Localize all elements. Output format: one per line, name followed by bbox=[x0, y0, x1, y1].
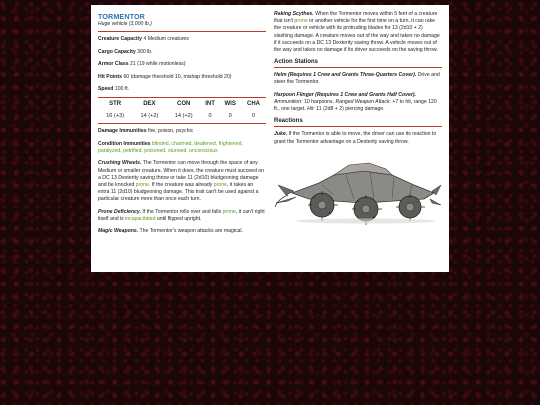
ability-value-int: 0 bbox=[208, 112, 212, 119]
trait-name: Magic Weapons. bbox=[98, 228, 139, 235]
action-stations-heading: Action Stations bbox=[274, 59, 319, 66]
ability-header-int: INT bbox=[205, 100, 215, 107]
hit-label: Hit: bbox=[307, 106, 315, 113]
prone-link[interactable]: prone bbox=[222, 208, 236, 215]
trait-text: until flipped upright. bbox=[155, 215, 202, 222]
divider bbox=[98, 31, 266, 32]
stat-block-title: TORMENTOR bbox=[98, 12, 145, 21]
hit-points-label: Hit Points bbox=[98, 73, 122, 80]
cargo-capacity-value: 300 lb. bbox=[137, 48, 153, 55]
cargo-capacity bbox=[98, 49, 266, 56]
trait-text: The Tormentor's weapon attacks are magical. bbox=[138, 228, 243, 235]
ability-value-con: 14 (+2) bbox=[174, 112, 193, 119]
ability-values-row bbox=[98, 111, 266, 122]
ammo-text: 10 harpoons. bbox=[302, 99, 336, 106]
ability-header-dex: DEX bbox=[143, 100, 156, 107]
trait-text: , it can't right itself and is bbox=[98, 208, 265, 222]
reaction-text: If the Tormentor is able to move, the driver can use its reaction to grant the Tormentor advantage on a Dexterity saving throw. bbox=[274, 131, 437, 145]
creature-capacity-label: Creature Capacity bbox=[98, 36, 142, 42]
incapacitated-link[interactable]: incapacitated bbox=[125, 215, 156, 222]
trait-name: Raking Scythes. bbox=[274, 11, 314, 17]
prone-link[interactable]: prone bbox=[294, 18, 308, 25]
left-column bbox=[98, 11, 266, 272]
ability-header-cha: CHA bbox=[247, 100, 261, 107]
speed-label: Speed bbox=[98, 86, 114, 93]
stat-block-subtitle: Huge vehicle (3,000 lb.) bbox=[98, 21, 152, 27]
cargo-capacity-label: Cargo Capacity bbox=[98, 48, 136, 55]
speed-value: 100 ft. bbox=[114, 86, 130, 93]
trait-name: Crushing Wheels. bbox=[98, 160, 142, 167]
ability-headers-row bbox=[98, 99, 266, 111]
divider bbox=[274, 126, 442, 127]
prone-link[interactable]: prone bbox=[135, 181, 149, 188]
trait-text: If the Tormentor rolls over and falls bbox=[140, 208, 223, 215]
attack-text: +7 to hit, range 120 ft., one target. bbox=[274, 99, 437, 113]
right-column bbox=[274, 11, 442, 272]
armor-class-value: 21 (19 while motionless) bbox=[130, 61, 186, 68]
divider bbox=[98, 97, 266, 98]
trait-text: When the Tormentor moves within 5 feet of a creature that isn't bbox=[274, 11, 438, 25]
action-name: Harpoon Flinger (Requires 1 Crew and Grants Half Cover). bbox=[274, 91, 416, 98]
ability-value-dex: 14 (+2) bbox=[140, 112, 159, 119]
ability-scores-table bbox=[98, 99, 266, 122]
divider bbox=[98, 123, 266, 124]
trait-text: The Tormentor can move through the space of any Medium or smaller creature. When it does, the creature must succeed on a DC 13 Dexterity saving throw or take 11 (2d10) bludgeoning damage and be knocked bbox=[98, 160, 265, 188]
action-name: Helm (Requires 1 Crew and Grants Three-Quarters Cover). bbox=[274, 72, 417, 79]
reaction-juke bbox=[274, 131, 442, 145]
trait-crushing-wheels bbox=[98, 160, 266, 203]
ability-header-con: CON bbox=[176, 100, 191, 107]
action-text: Drive and steer the Tormentor. bbox=[274, 72, 440, 86]
ability-value-str: 16 (+3) bbox=[106, 112, 125, 119]
tormentor-vehicle-illustration bbox=[274, 155, 442, 225]
condition-immunities-value: blinded, charmed, deafened, frightened, paralyzed, petrified, poisoned, stunned, unconscious bbox=[98, 140, 243, 154]
reactions-heading: Reactions bbox=[274, 118, 303, 125]
speed bbox=[98, 86, 266, 93]
ability-header-wis: WIS bbox=[224, 100, 236, 107]
ammo-label: Ammunition: bbox=[274, 99, 303, 106]
divider bbox=[274, 67, 442, 68]
stat-block-page bbox=[91, 5, 449, 272]
trait-magic-weapons bbox=[98, 228, 266, 235]
hit-points bbox=[98, 74, 266, 81]
ability-value-cha: 0 bbox=[251, 112, 256, 119]
action-harpoon-flinger bbox=[274, 92, 442, 114]
creature-capacity-value: 4 Medium creatures bbox=[143, 36, 189, 42]
ability-header-str: STR bbox=[109, 100, 122, 107]
armor-class bbox=[98, 61, 266, 68]
trait-name: Prone Deficiency. bbox=[98, 208, 141, 215]
reaction-name: Juke. bbox=[274, 131, 288, 138]
damage-immunities bbox=[98, 128, 266, 135]
condition-immunities-label: Condition Immunities bbox=[98, 140, 151, 147]
condition-immunities bbox=[98, 141, 266, 155]
armor-class-label: Armor Class bbox=[98, 61, 129, 68]
damage-immunities-value: fire, poison, psychic bbox=[148, 127, 194, 134]
trait-prone-deficiency bbox=[98, 209, 266, 223]
trait-text: or another vehicle for the first time on a turn, it can rake the creature or vehicle with its protruding blades for 13 (2d10 + 2) slashing damage. A creature moves out of the way and takes no damage if it succeeds on a DC 13 Dexterity saving throw. A vehicle moves out of the way and takes no damage if its driver succeeds on the saving throw. bbox=[274, 18, 440, 54]
damage-immunities-label: Damage Immunities bbox=[98, 127, 147, 134]
creature-capacity bbox=[98, 36, 266, 43]
hit-points-value: 60 (damage threshold 10, mishap threshold 20) bbox=[123, 73, 232, 80]
trait-raking-scythes bbox=[274, 11, 442, 54]
action-helm bbox=[274, 72, 442, 86]
ability-value-wis: 0 bbox=[228, 112, 232, 119]
prone-link[interactable]: prone bbox=[213, 181, 227, 188]
trait-text: . If the creature was already bbox=[148, 181, 214, 188]
hit-text: 11 (2d8 + 2) piercing damage. bbox=[314, 106, 385, 113]
trait-text: , it takes an extra 11 (2d10) bludgeoning damage. This trait can't be used against a particular creature more than once each turn. bbox=[98, 181, 259, 203]
attack-label: Ranged Weapon Attack: bbox=[335, 99, 391, 106]
